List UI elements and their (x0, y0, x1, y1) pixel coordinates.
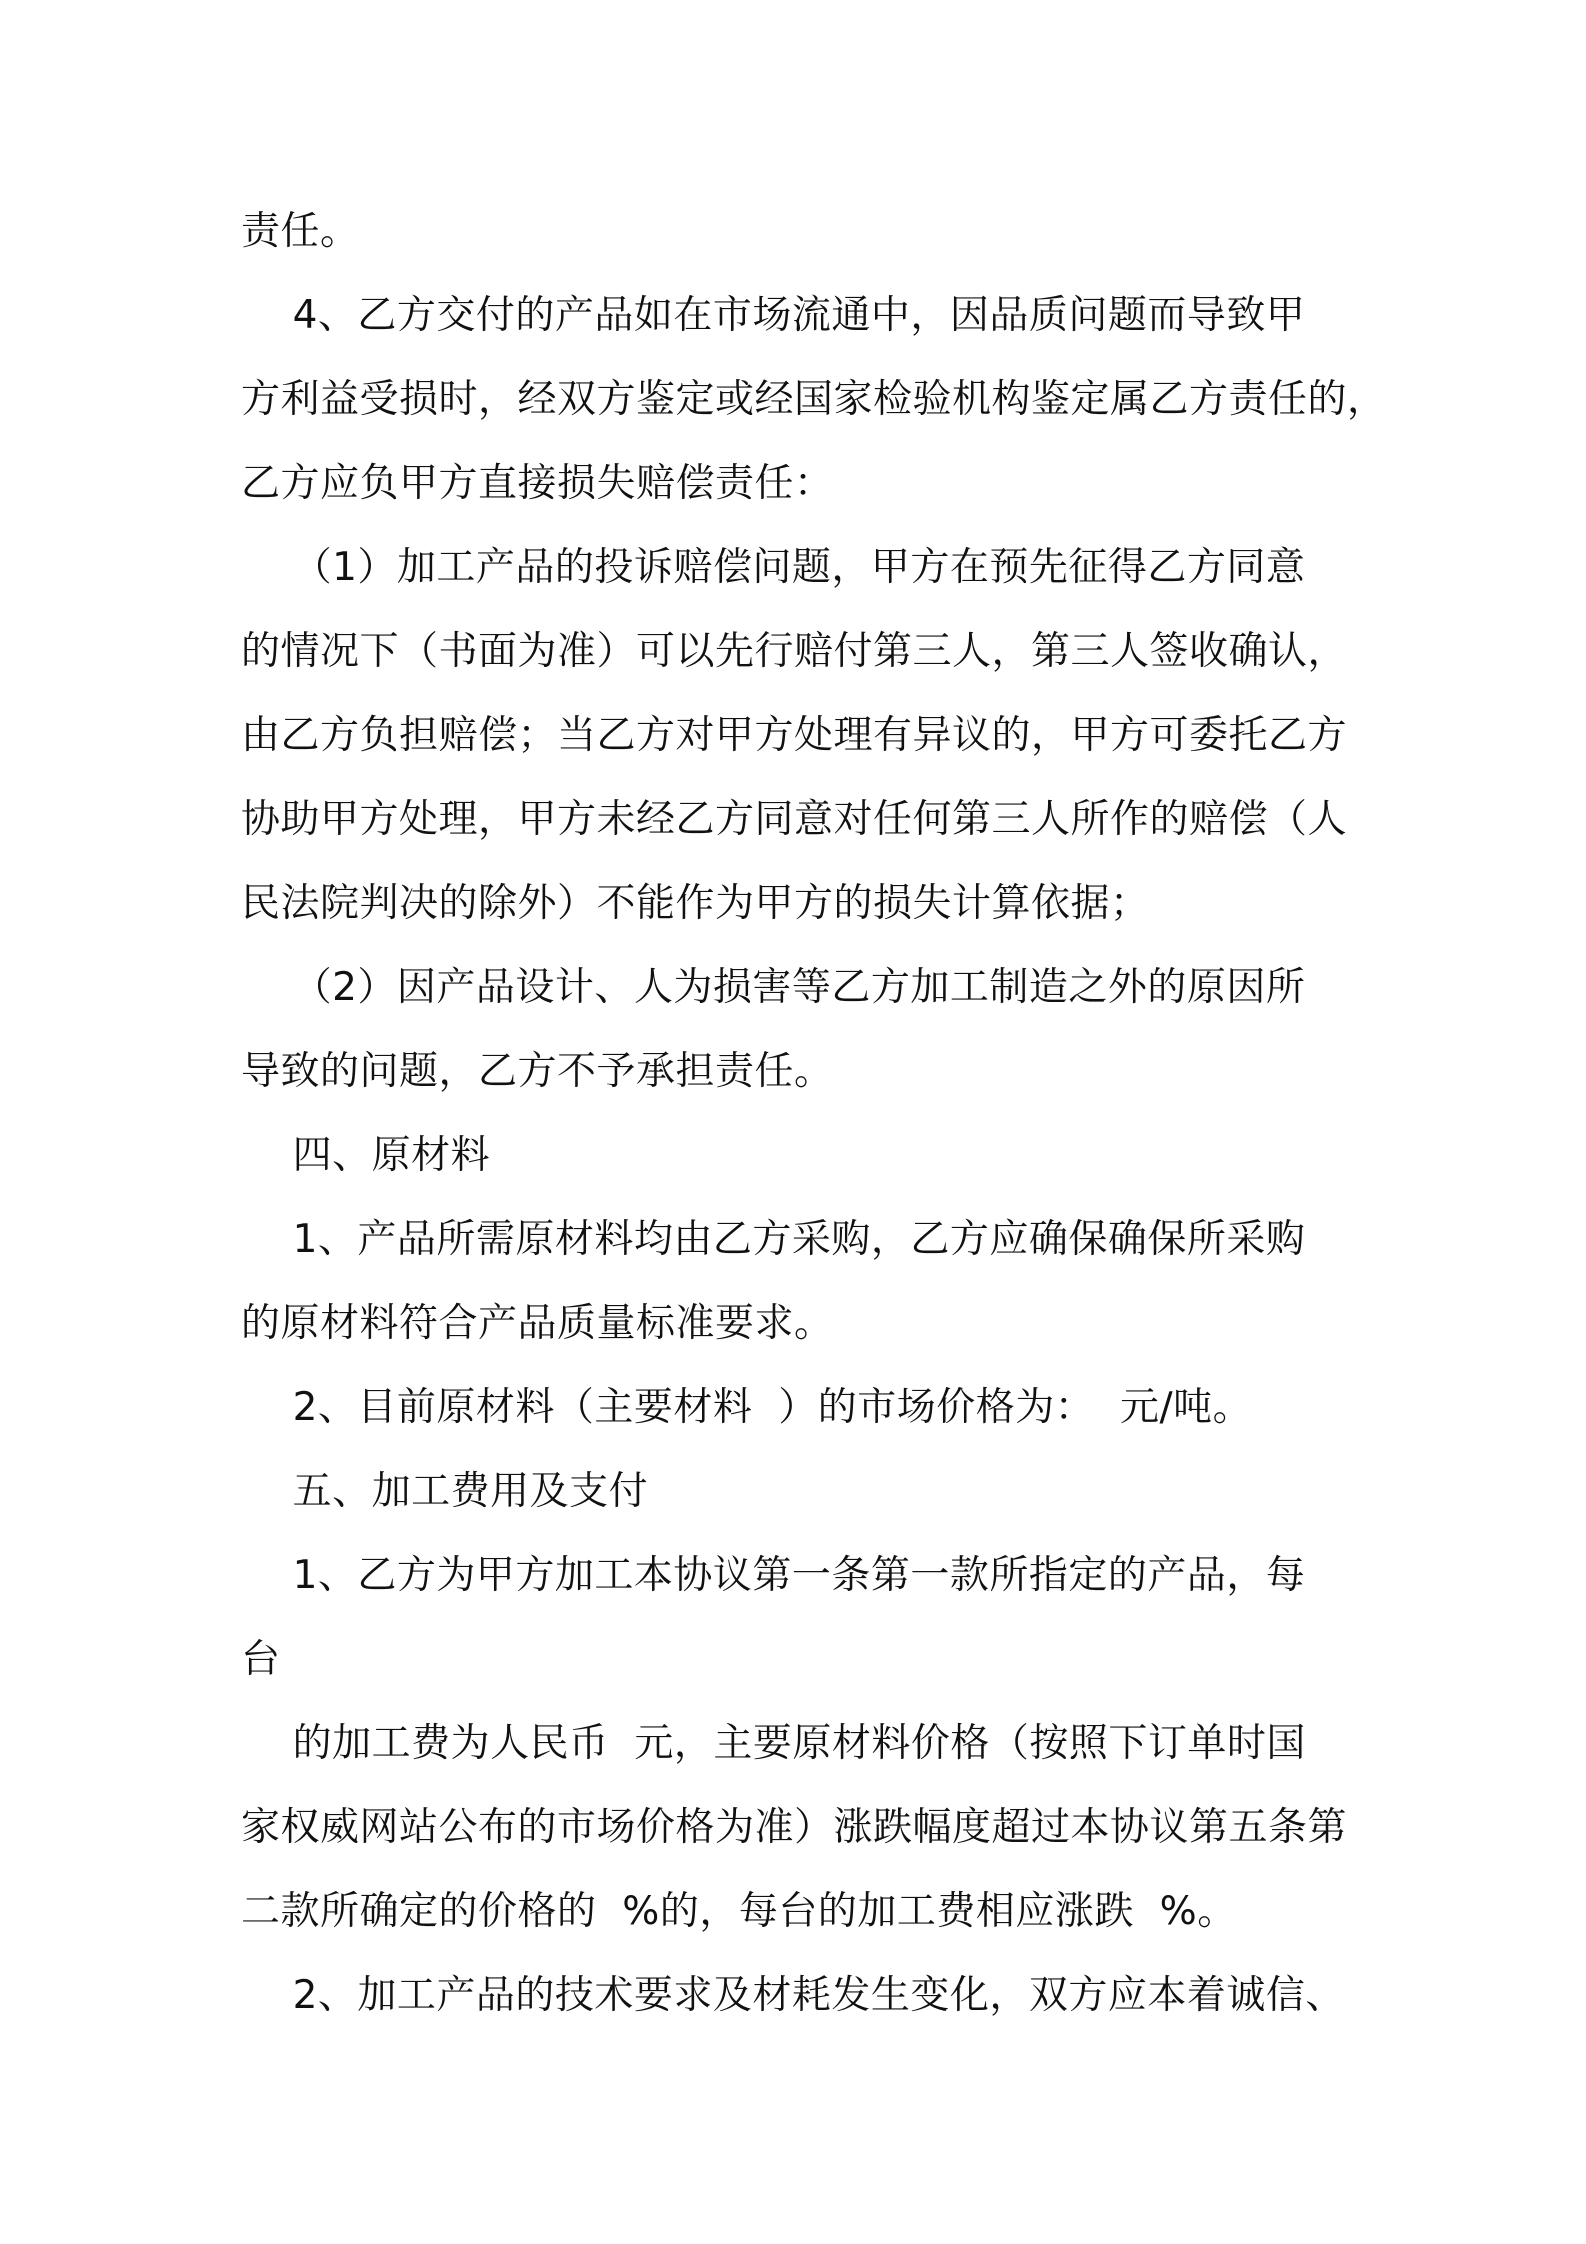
text-line: 台 (241, 1637, 281, 1682)
text-line: 的情况下（书面为准）可以先行赔付第三人，第三人签收确认， (241, 629, 1348, 674)
text-line: 方利益受损时，经双方鉴定或经国家检验机构鉴定属乙方责任的， (241, 377, 1387, 422)
text-line: 民法院判决的除外）不能作为甲方的损失计算依据； (241, 881, 1150, 926)
text-line: 4、乙方交付的产品如在市场流通中，因品质问题而导致甲 (241, 293, 1306, 338)
text-line: 的加工费为人民币 元，主要原材料价格（按照下订单时国 (241, 1721, 1306, 1766)
text-line: 2、目前原材料（主要材料 ）的市场价格为： 元/吨。 (241, 1385, 1253, 1430)
text-line: 1、产品所需原材料均由乙方采购，乙方应确保确保所采购 (241, 1217, 1306, 1262)
text-line: 2、加工产品的技术要求及材耗发生变化，双方应本着诚信、 (241, 1973, 1345, 2018)
text-line: （1）加工产品的投诉赔偿问题，甲方在预先征得乙方同意 (241, 545, 1306, 590)
text-line: 协助甲方处理，甲方未经乙方同意对任何第三人所作的赔偿（人 (241, 797, 1348, 842)
section-heading: 四、原材料 (241, 1133, 491, 1178)
text-line: 乙方应负甲方直接损失赔偿责任： (241, 461, 834, 506)
document-body (241, 190, 1387, 2038)
text-line: （2）因产品设计、人为损害等乙方加工制造之外的原因所 (241, 965, 1306, 1010)
text-line: 1、乙方为甲方加工本协议第一条第一款所指定的产品，每 (241, 1553, 1306, 1598)
text-line: 由乙方负担赔偿；当乙方对甲方处理有异议的，甲方可委托乙方 (241, 713, 1348, 758)
text-line: 家权威网站公布的市场价格为准）涨跌幅度超过本协议第五条第 (241, 1805, 1348, 1850)
section-heading: 五、加工费用及支付 (241, 1469, 649, 1514)
text-line: 二款所确定的价格的 %的，每台的加工费相应涨跌 %。 (241, 1889, 1237, 1934)
text-line: 的原材料符合产品质量标准要求。 (241, 1301, 834, 1346)
text-line: 责任。 (241, 209, 360, 254)
text-line: 导致的问题，乙方不予承担责任。 (241, 1049, 834, 1094)
